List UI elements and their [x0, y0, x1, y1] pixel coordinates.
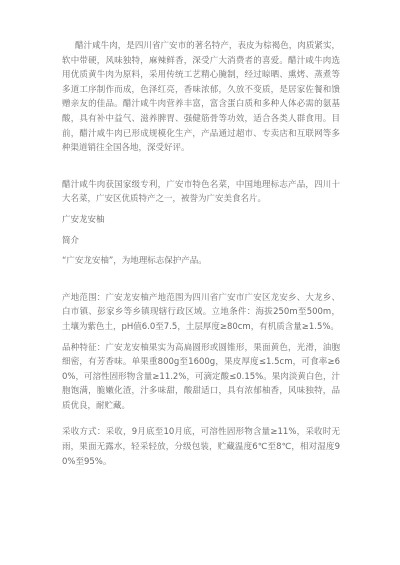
section-lead: “广安龙安柚”，为地理标志保护产品。 — [62, 256, 207, 267]
intro-paragraph-1: 醋汁咸牛肉，是四川省广安市的著名特产，表皮为棕褐色，肉质紧实，软中带硬，风味独特，麻辣鲜香，深受广大消费者的喜爱。醋汁咸牛肉选用优质黄牛肉为原料，采用传统工艺精心腌制，经过晾晒、熏烤、蒸煮等多道工序制作而成，色泽红亮，香味浓郁，久放不变质，是居家佐餐和馈赠亲友的佳品。醋汁咸牛肉营养丰富，富含蛋白质和多种人体必需的氨基酸，具有补中益气、滋养脾胃、强健筋骨等功效，适合各类人群食用。目前，醋汁咸牛肉已形成规模化生产，产品通过超市、专卖店和互联网等多种渠道销往全国各地，深受好评。 — [62, 41, 340, 154]
origin-range-paragraph: 产地范围：广安龙安柚产地范围为四川省广安市广安区龙安乡、大龙乡、白市镇、彭家乡等乡镇现辖行政区域。立地条件：海拔250m至500m，土壤为紫色土，pH值6.0至7.5，土层厚度≥80cm，有机质含量≥1.5%。 — [62, 292, 340, 332]
harvest-method-paragraph: 采收方式：采收，9月底至10月底，可溶性固形物含量≥11%，采收时无雨，果面无露水，轻采轻放，分级包装，贮藏温度6℃至8℃，相对湿度90%至95%。 — [62, 427, 340, 467]
section-title: 广安龙安柚 — [62, 214, 105, 225]
variety-features-paragraph: 品种特征：广安龙安柚果实为高扁圆形或圆锥形，果面黄色，光滑，油胞细密，有芳香味。单果重800g至1600g，果皮厚度≤1.5cm，可食率≥60%，可溶性固形物含量≥11.2%，可滴定酸≤0.15%。果肉淡黄白色，汁胞饱满，脆嫩化渣，汁多味甜，酸甜适口，具有浓郁柚香，风味独特，品质优良，耐贮藏。 — [62, 342, 340, 411]
document-body — [62, 39, 340, 469]
section-subtitle: 简介 — [62, 235, 80, 246]
intro-paragraph-2: 醋汁咸牛肉获国家级专利，广安市特色名菜，中国地理标志产品，四川十大名菜，广安区优质特产之一，被誉为广安美食名片。 — [62, 179, 340, 205]
